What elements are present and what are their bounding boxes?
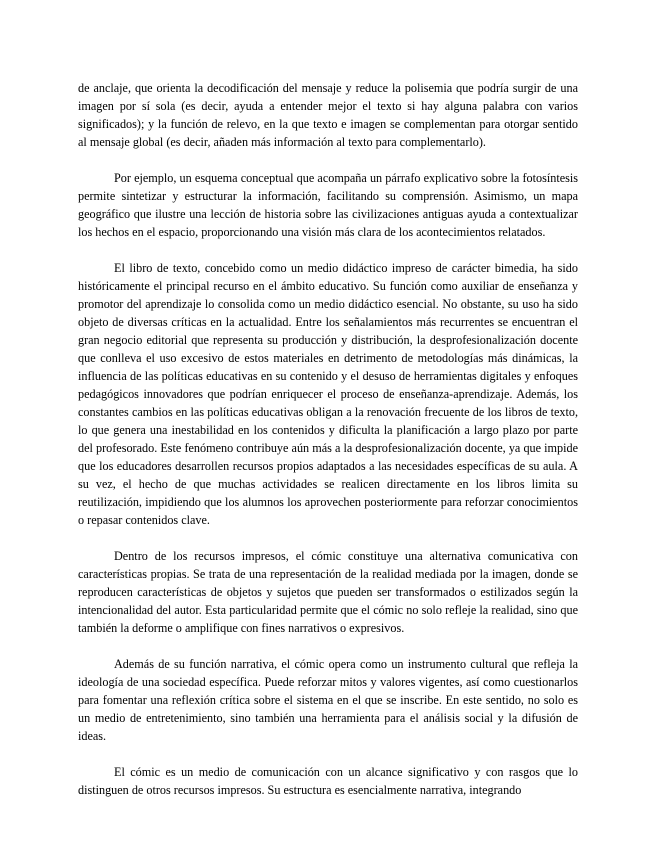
paragraph-example: Por ejemplo, un esquema conceptual que acompaña un párrafo explicativo sobre la fotosíntesis permite sintetizar y estructurar la información, facilitando su comprensión. Asimismo, un mapa geográfico que ilustre una lección de historia sobre las civilizaciones antiguas ayuda a contextualizar los hechos en el espacio, proporcionando una visión más clara de los acontecimientos relatados. — [78, 171, 578, 239]
body-text — [78, 79, 578, 799]
paragraph-comic-medium: El cómic es un medio de comunicación con un alcance significativo y con rasgos que lo distinguen de otros recursos impresos. Su estructura es esencialmente narrativa, integrando — [78, 765, 578, 797]
paragraph-textbook: El libro de texto, concebido como un medio didáctico impreso de carácter bimedia, ha sido históricamente el principal recurso en el ámbito educativo. Su función como auxiliar de enseñanza y promotor del aprendizaje lo consolida como un medio didáctico esencial. No obstante, su uso ha sido objeto de diversas críticas en la actualidad. Entre los señalamientos más recurrentes se encuentran el gran negocio editorial que representa su producción y distribución, la desprofesionalización docente que conlleva el uso excesivo de estos materiales en detrimento de metodologías más dinámicas, la influencia de las políticas educativas en su contenido y el desuso de herramientas digitales y enfoques pedagógicos innovadores que podrían enriquecer el proceso de enseñanza-aprendizaje. Además, los constantes cambios en las políticas educativas obligan a la renovación frecuente de los libros de texto, lo que genera una inestabilidad en los contenidos y dificulta la planificación a largo plazo por parte del profesorado. Este fenómeno contribuye aún más a la desprofesionalización docente, ya que impide que los educadores desarrollen recursos propios adaptados a las necesidades específicas de su aula. A su vez, el hecho de que muchas actividades se realicen directamente en los libros limita su reutilización, impidiendo que los alumnos los aprovechen posteriormente para reforzar conocimientos o repasar contenidos clave. — [78, 261, 578, 527]
paragraph-continuation: de anclaje, que orienta la decodificación del mensaje y reduce la polisemia que podría surgir de una imagen por sí sola (es decir, ayuda a entender mejor el texto si hay alguna palabra con varios significados); y la función de relevo, en la que texto e imagen se complementan para otorgar sentido al mensaje global (es decir, añaden más información al texto para complementarlo). — [78, 81, 578, 149]
paragraph-comic-culture: Además de su función narrativa, el cómic opera como un instrumento cultural que refleja la ideología de una sociedad específica. Puede reforzar mitos y valores vigentes, así como cuestionarlos para fomentar una reflexión crítica sobre el sistema en el que se inscribe. En este sentido, no solo es un medio de entretenimiento, sino también una herramienta para el análisis social y la difusión de ideas. — [78, 657, 578, 743]
paragraph-comic-intro: Dentro de los recursos impresos, el cómic constituye una alternativa comunicativa con características propias. Se trata de una representación de la realidad mediada por la imagen, donde se reproducen características de objetos y sujetos que pueden ser transformados o estilizados según la intencionalidad del autor. Esta particularidad permite que el cómic no solo refleje la realidad, sino que también la deforme o amplifique con fines narrativos o expresivos. — [78, 549, 578, 635]
